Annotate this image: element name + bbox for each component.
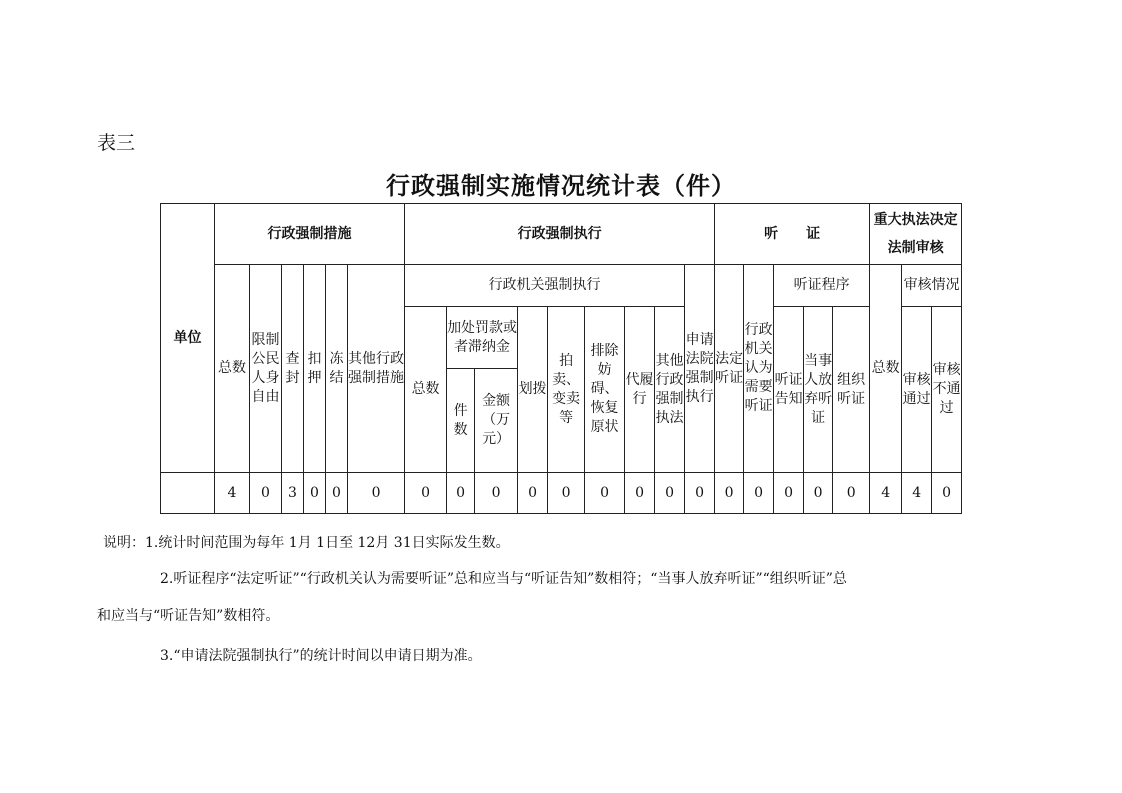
col-other-execution: 其他行政强制执法	[655, 307, 685, 473]
table-cell: 0	[715, 473, 744, 514]
col-transfer: 划拨	[518, 307, 548, 473]
group-header-execution: 行政强制执行	[405, 204, 715, 265]
col-remove-obstruction: 排除妨碍、恢复原状	[585, 307, 625, 473]
table-cell: 0	[655, 473, 685, 514]
col-measures-total: 总数	[215, 265, 250, 473]
table-cell: 4	[902, 473, 932, 514]
table-cell: 0	[774, 473, 804, 514]
table-cell: 0	[685, 473, 715, 514]
table-cell: 0	[833, 473, 870, 514]
page-title: 行政强制实施情况统计表（件）	[386, 171, 736, 200]
col-fine-count: 件数	[447, 369, 475, 473]
col-agency-hearing: 行政机关认为需要听证	[744, 265, 774, 473]
col-organize-hearing: 组织听证	[833, 307, 870, 473]
table-cell: 0	[475, 473, 518, 514]
group-header-review: 重大执法决定法制审核	[870, 204, 962, 265]
table-cell: 0	[625, 473, 655, 514]
table-cell: 0	[548, 473, 585, 514]
col-hearing-notice: 听证告知	[774, 307, 804, 473]
unit-header: 单位	[161, 204, 215, 473]
table-cell: 0	[518, 473, 548, 514]
table-cell: 0	[405, 473, 447, 514]
note-2: 2.听证程序“法定听证”“行政机关认为需要听证”总和应当与“听证告知”数相符；“当事人放弃听证”“组织听证”总	[160, 571, 847, 587]
col-party-waive: 当事人放弃听证	[804, 307, 833, 473]
col-review-total: 总数	[870, 265, 902, 473]
note-1: 说明：1.统计时间范围为每年 1月 1日至 12月 31日实际发生数。	[103, 535, 510, 551]
col-auction: 拍卖、变卖等	[548, 307, 585, 473]
table-cell: 3	[282, 473, 304, 514]
statistics-table	[160, 203, 962, 514]
group-header-hearing: 听 证	[715, 204, 870, 265]
subgroup-hearing-procedure: 听证程序	[774, 265, 870, 307]
table-cell: 0	[585, 473, 625, 514]
col-substitute: 代履行	[625, 307, 655, 473]
table-label: 表三	[97, 132, 136, 154]
col-fine-amount: 金额（万元）	[475, 369, 518, 473]
col-court-execution: 申请法院强制执行	[685, 265, 715, 473]
subgroup-agency-execution: 行政机关强制执行	[405, 265, 685, 307]
table-cell: 0	[304, 473, 326, 514]
subgroup-fine: 加处罚款或者滞纳金	[447, 307, 518, 369]
col-seal: 查封	[282, 265, 304, 473]
col-statutory-hearing: 法定听证	[715, 265, 744, 473]
group-header-measures: 行政强制措施	[215, 204, 405, 265]
table-cell: 4	[870, 473, 902, 514]
row-unit-cell	[161, 473, 215, 514]
table-cell: 4	[215, 473, 250, 514]
col-review-fail: 审核不通过	[932, 307, 962, 473]
col-freeze: 冻结	[326, 265, 348, 473]
col-other-measures: 其他行政强制措施	[348, 265, 405, 473]
table-cell: 0	[804, 473, 833, 514]
table-cell: 0	[447, 473, 475, 514]
col-review-pass: 审核通过	[902, 307, 932, 473]
note-3: 3.“申请法院强制执行”的统计时间以申请日期为准。	[160, 648, 482, 664]
subgroup-review-status: 审核情况	[902, 265, 962, 307]
note-2-continued: 和应当与“听证告知”数相符。	[97, 608, 280, 624]
table-cell: 0	[348, 473, 405, 514]
table-cell: 0	[932, 473, 962, 514]
col-seize: 扣押	[304, 265, 326, 473]
col-restrict-freedom: 限制公民人身自由	[250, 265, 282, 473]
table-cell: 0	[250, 473, 282, 514]
col-exec-total: 总数	[405, 307, 447, 473]
table-cell: 0	[326, 473, 348, 514]
table-cell: 0	[744, 473, 774, 514]
